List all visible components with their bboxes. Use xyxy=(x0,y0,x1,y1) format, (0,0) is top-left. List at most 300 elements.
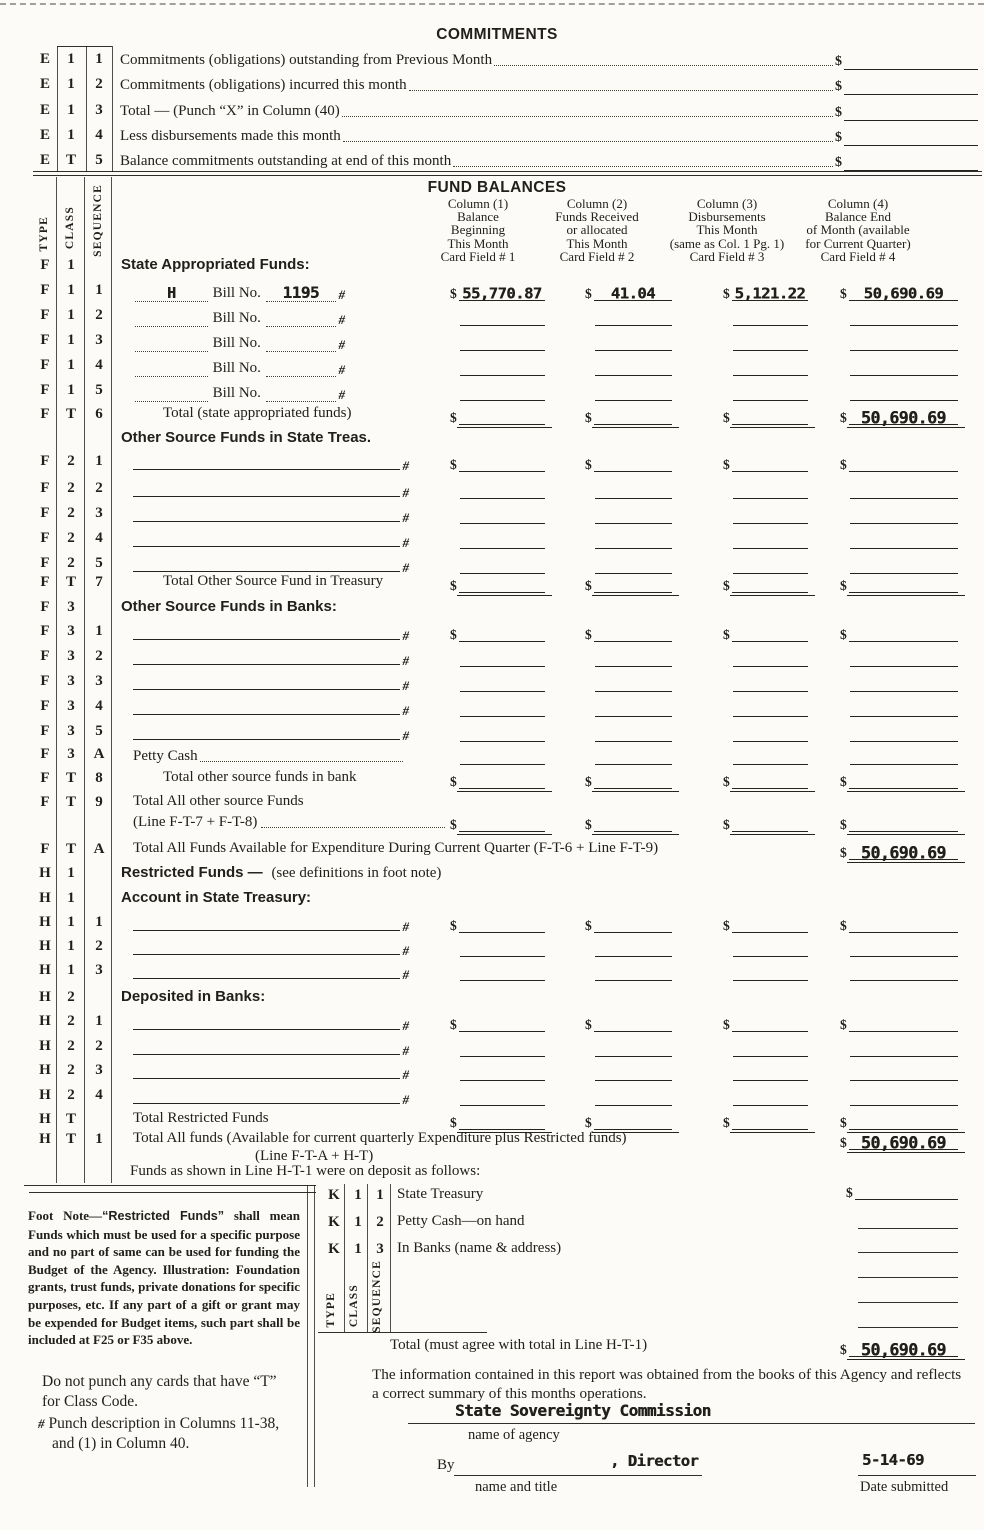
blank-amount-line xyxy=(460,498,545,499)
column-header xyxy=(783,197,933,263)
written-entry: H xyxy=(167,284,176,302)
type-code: E xyxy=(39,152,50,169)
class-code: T xyxy=(65,1131,76,1147)
money-cell xyxy=(585,716,672,717)
dollar-sign: $ xyxy=(723,918,730,933)
class-code: 2 xyxy=(67,530,75,546)
dollar-sign: $ xyxy=(723,774,730,789)
punch-mark: # xyxy=(338,287,345,302)
money-cell xyxy=(723,918,808,933)
sequence-code: 3 xyxy=(95,505,103,521)
money-cell xyxy=(723,400,808,401)
fill-line xyxy=(133,452,409,473)
money-cell xyxy=(840,1340,958,1360)
blank-amount-line xyxy=(733,764,808,765)
class-code: 1 xyxy=(67,382,75,398)
money-cell xyxy=(840,457,958,472)
fill-line xyxy=(133,529,409,550)
column-header-line: Column (4) xyxy=(827,196,889,211)
fund-row-heading xyxy=(0,988,984,1009)
sequence-code: 1 xyxy=(95,282,103,298)
amount-line xyxy=(594,628,672,642)
money-cell xyxy=(723,691,808,692)
type-code: H xyxy=(39,962,51,978)
money-cell xyxy=(585,918,672,933)
amount-line xyxy=(844,109,978,121)
type-code: H xyxy=(39,865,51,881)
amount-line xyxy=(849,775,958,789)
money-cell xyxy=(450,1105,545,1106)
leader-dots xyxy=(342,116,833,117)
name-and-title-label: name and title xyxy=(475,1479,558,1495)
amount-line xyxy=(849,458,958,472)
sequence-code: 2 xyxy=(95,938,103,954)
section-heading-label: Account in State Treasury: xyxy=(121,889,312,906)
deposit-label: State Treasury xyxy=(397,1186,484,1202)
bill-fund-line xyxy=(135,385,208,402)
type-code: H xyxy=(39,1087,51,1103)
money-cell xyxy=(450,375,545,376)
money-cell xyxy=(450,350,545,351)
amount-line xyxy=(844,58,978,70)
bill-number-line xyxy=(266,283,336,302)
bill-fund-line xyxy=(135,335,208,352)
class-code: 2 xyxy=(67,505,75,521)
type-code: F xyxy=(40,357,50,373)
money-cell xyxy=(723,350,808,351)
amount-value: 50,690.69 xyxy=(860,1133,946,1153)
class-code: 3 xyxy=(67,723,75,739)
amount-line xyxy=(849,284,958,303)
money-cell xyxy=(585,523,672,524)
amount-line xyxy=(732,919,808,933)
blank-description-line xyxy=(133,1078,400,1079)
fill-line xyxy=(133,479,409,500)
dollar-sign: $ xyxy=(723,1017,730,1032)
fund-row-heading xyxy=(0,256,984,277)
blank-amount-line xyxy=(460,1056,545,1057)
blank-amount-line xyxy=(850,400,958,401)
amount-line xyxy=(732,579,808,593)
dollar-sign: $ xyxy=(840,578,847,593)
total-label: Total Other Source Fund in Treasury xyxy=(163,573,384,589)
punch-mark: # xyxy=(338,387,345,402)
amount-value: 41.04 xyxy=(610,284,655,303)
column-header-line: Funds Received xyxy=(555,209,639,225)
commitment-row xyxy=(0,101,984,121)
class-code: 1 xyxy=(67,282,75,298)
money-cell xyxy=(840,956,958,957)
type-code: F xyxy=(40,480,50,496)
punch-mark: # xyxy=(402,728,409,743)
total-sublabel: (Line F-T-7 + F-T-8) xyxy=(133,814,258,830)
money-cell xyxy=(723,578,808,593)
blank-amount-line xyxy=(460,980,545,981)
dollar-sign: $ xyxy=(723,817,730,832)
deposit-total-label: Total (must agree with total in Line H-T-1) xyxy=(390,1337,648,1353)
blank-amount-line xyxy=(733,666,808,667)
type-code: F xyxy=(40,406,50,422)
punch-mark: # xyxy=(402,560,409,575)
fill-line xyxy=(133,937,409,958)
type-code: F xyxy=(40,794,50,810)
deposit-amount-line xyxy=(858,1277,958,1278)
blank-amount-line xyxy=(733,350,808,351)
commitment-label: Commitments (obligations) outstanding from Previous Month xyxy=(120,52,493,68)
section-divider xyxy=(33,175,982,176)
amount-line xyxy=(594,1116,672,1130)
money-cell xyxy=(585,1115,672,1130)
section-heading-label: Other Source Funds in Banks: xyxy=(121,598,337,615)
money-cell xyxy=(840,523,958,524)
money-cell xyxy=(723,523,808,524)
column-header xyxy=(657,197,797,263)
amount-line xyxy=(459,628,545,642)
class-code: 2 xyxy=(67,1038,75,1054)
amount-line xyxy=(849,1018,958,1032)
dollar-sign: $ xyxy=(846,1185,853,1200)
type-code: H xyxy=(39,938,51,954)
blank-amount-line xyxy=(733,325,808,326)
bill-fund-line xyxy=(135,285,208,302)
dollar-sign: $ xyxy=(585,1017,592,1032)
fund-row-blank xyxy=(0,937,984,958)
amount-line xyxy=(849,919,958,933)
blank-amount-line xyxy=(460,375,545,376)
amount-field xyxy=(835,54,978,70)
punch-mark: # xyxy=(402,919,409,934)
leader-dots xyxy=(200,761,403,762)
blank-amount-line xyxy=(595,980,672,981)
sequence-code: 7 xyxy=(95,574,103,590)
sequence-code: 4 xyxy=(95,530,103,546)
amount-line xyxy=(594,411,672,425)
blank-description-line xyxy=(133,496,400,497)
blank-description-line xyxy=(133,1103,400,1104)
type-code: F xyxy=(40,723,50,739)
money-cell xyxy=(585,375,672,376)
amount-line xyxy=(844,83,978,95)
fill-line xyxy=(133,1037,409,1058)
punch-mark: # xyxy=(402,1018,409,1033)
class-code: 1 xyxy=(354,1214,362,1230)
blank-amount-line xyxy=(595,691,672,692)
section-heading xyxy=(121,598,337,616)
type-code: F xyxy=(40,770,50,786)
amount-line xyxy=(732,1018,808,1032)
class-code: 1 xyxy=(354,1241,362,1257)
money-cell xyxy=(450,774,545,789)
leader-dots xyxy=(409,90,833,91)
punch-mark: # xyxy=(402,628,409,643)
dollar-sign: $ xyxy=(723,578,730,593)
fill-line xyxy=(133,722,409,743)
fund-row-blank xyxy=(0,722,984,743)
fill-line xyxy=(133,504,409,525)
dollar-sign: $ xyxy=(450,774,457,789)
amount-value: 55,770.87 xyxy=(462,284,542,303)
dollar-sign: $ xyxy=(585,410,592,425)
bill-number-line xyxy=(266,333,336,352)
column-header-line: Column (1) xyxy=(447,196,509,211)
sequence-code: 2 xyxy=(376,1214,384,1230)
money-cell xyxy=(723,325,808,326)
sequence-code: 2 xyxy=(95,480,103,496)
fund-row-blank xyxy=(0,1086,984,1107)
sequence-code: 4 xyxy=(95,1087,103,1103)
blank-amount-line xyxy=(850,548,958,549)
type-code: K xyxy=(328,1241,340,1257)
section-heading xyxy=(121,256,310,274)
blank-amount-line xyxy=(733,956,808,957)
blank-amount-line xyxy=(460,350,545,351)
sequence-code: 3 xyxy=(95,332,103,348)
side-label-sequence: SEQUENCE xyxy=(92,184,104,257)
column-header-line: Disbursements xyxy=(688,209,766,225)
fund-row-blank xyxy=(0,647,984,668)
class-code: 2 xyxy=(67,989,75,1005)
fund-balances-title: FUND BALANCES xyxy=(427,179,567,196)
class-code: 2 xyxy=(67,1013,75,1029)
type-code: E xyxy=(39,51,50,67)
sequence-code: 1 xyxy=(95,1131,103,1147)
class-code: 1 xyxy=(67,357,75,373)
deposit-amount-field xyxy=(846,1185,958,1200)
money-cell xyxy=(450,410,545,425)
blank-amount-line xyxy=(460,1105,545,1106)
class-code: 1 xyxy=(67,307,75,323)
money-cell xyxy=(840,980,958,981)
fund-row-heading xyxy=(0,429,984,450)
class-code: 1 xyxy=(67,101,75,118)
sequence-code: 5 xyxy=(95,382,103,398)
class-code: 3 xyxy=(67,746,75,762)
deposit-amount-line xyxy=(855,1199,958,1200)
sequence-code: 2 xyxy=(95,1038,103,1054)
amount-line xyxy=(849,579,958,593)
blank-description-line xyxy=(133,930,400,931)
sequence-code: 1 xyxy=(95,453,103,469)
sequence-code: 1 xyxy=(95,623,103,639)
sequence-code: 8 xyxy=(95,770,103,786)
amount-field xyxy=(835,79,978,95)
money-cell xyxy=(450,764,545,765)
punch-mark: # xyxy=(402,510,409,525)
class-code: 3 xyxy=(67,698,75,714)
sequence-code: 9 xyxy=(95,794,103,810)
type-code: F xyxy=(40,623,50,639)
deposit-amount-line xyxy=(858,1228,958,1229)
class-code: 1 xyxy=(67,890,75,906)
amount-line xyxy=(594,458,672,472)
amount-value: 50,690.69 xyxy=(860,408,946,428)
fill-line xyxy=(133,554,409,575)
money-cell xyxy=(450,523,545,524)
money-cell xyxy=(585,774,672,789)
blank-amount-line xyxy=(733,498,808,499)
type-code: H xyxy=(39,914,51,930)
type-code: F xyxy=(40,648,50,664)
bill-line xyxy=(135,306,345,327)
amount-line xyxy=(594,284,672,303)
amount-line xyxy=(459,818,545,832)
footnote-box-right xyxy=(307,1185,308,1487)
class-code: 2 xyxy=(67,480,75,496)
money-cell xyxy=(840,408,958,428)
fund-row-total xyxy=(0,573,984,594)
money-cell xyxy=(840,1080,958,1081)
blank-amount-line xyxy=(460,400,545,401)
blank-amount-line xyxy=(460,666,545,667)
class-code: 3 xyxy=(67,648,75,664)
amount-line xyxy=(732,1116,808,1130)
fill-line xyxy=(133,913,409,934)
amount-line xyxy=(849,818,958,832)
blank-amount-line xyxy=(460,548,545,549)
column-header xyxy=(537,197,657,263)
section-heading-label: Deposited in Banks: xyxy=(121,988,266,1005)
blank-amount-line xyxy=(850,523,958,524)
dollar-sign: $ xyxy=(840,627,847,642)
money-cell xyxy=(840,1133,958,1153)
footnote-prefix: Foot Note— xyxy=(28,1208,103,1223)
money-cell xyxy=(585,400,672,401)
money-cell xyxy=(450,325,545,326)
bill-no-label: Bill No. xyxy=(212,310,261,326)
total-label: Total All funds (Available for current quarterly Expenditure plus Restricted funds) xyxy=(133,1130,627,1146)
money-cell xyxy=(585,498,672,499)
sequence-code: 3 xyxy=(376,1241,384,1257)
money-cell xyxy=(840,1056,958,1057)
bill-number-line xyxy=(266,358,336,377)
deposit-intro: Funds as shown in Line H-T-1 were on deposit as follows: xyxy=(130,1163,481,1179)
blank-amount-line xyxy=(595,666,672,667)
fund-row-heading xyxy=(0,864,984,885)
column-header-line: This Month xyxy=(696,222,758,238)
perforation-edge xyxy=(0,3,984,5)
fill-line xyxy=(133,672,409,693)
money-cell xyxy=(585,741,672,742)
sequence-code: A xyxy=(93,746,105,762)
dollar-sign: $ xyxy=(840,774,847,789)
type-code: H xyxy=(39,1131,51,1147)
total-label: Total other source funds in bank xyxy=(163,769,357,785)
punch-mark: # xyxy=(402,458,409,473)
blank-description-line xyxy=(133,739,400,740)
money-cell xyxy=(585,666,672,667)
fund-row-blank xyxy=(0,1061,984,1082)
dollar-sign: $ xyxy=(840,918,847,933)
column-header-line: for Current Quarter) xyxy=(805,235,911,251)
money-cell xyxy=(840,741,958,742)
blank-amount-line xyxy=(850,956,958,957)
type-code: F xyxy=(40,599,50,615)
commitment-label: Less disbursements made this month xyxy=(120,127,341,144)
footnote-emphasis: “Restricted Funds” xyxy=(102,1209,225,1223)
money-cell xyxy=(723,666,808,667)
class-code: T xyxy=(65,841,76,857)
bill-no-label: Bill No. xyxy=(212,285,261,301)
section-heading xyxy=(121,429,371,447)
amount-line xyxy=(844,134,978,146)
amount-value: 50,690.69 xyxy=(860,843,946,863)
leader-dots xyxy=(494,65,833,66)
money-cell xyxy=(585,764,672,765)
type-code: F xyxy=(40,332,50,348)
bill-fund-line xyxy=(135,360,208,377)
amount-line xyxy=(849,628,958,642)
sequence-code: 4 xyxy=(95,126,103,143)
dollar-sign: $ xyxy=(450,1115,457,1130)
class-code: 1 xyxy=(67,257,75,273)
dollar-sign: $ xyxy=(450,817,457,832)
amount-line xyxy=(732,458,808,472)
sequence-code: 1 xyxy=(95,51,103,67)
dollar-sign: $ xyxy=(585,627,592,642)
blank-description-line xyxy=(133,689,400,690)
type-code: F xyxy=(40,574,50,590)
punch-mark: # xyxy=(38,1416,45,1431)
type-code: F xyxy=(40,555,50,571)
section-heading xyxy=(121,988,265,1006)
sequence-code: 4 xyxy=(95,357,103,373)
fund-row-total xyxy=(0,1110,984,1131)
bill-line xyxy=(135,356,345,377)
commitment-row xyxy=(0,126,984,146)
amount-line xyxy=(732,775,808,789)
class-code: 1 xyxy=(67,962,75,978)
fill-line xyxy=(133,961,409,982)
money-cell xyxy=(450,918,545,933)
money-cell xyxy=(723,764,808,765)
blank-amount-line xyxy=(460,764,545,765)
money-cell xyxy=(723,1056,808,1057)
bill-number-line xyxy=(266,308,336,327)
money-cell xyxy=(585,1056,672,1057)
money-cell xyxy=(450,1017,545,1032)
fund-row-bill xyxy=(0,331,984,352)
blank-amount-line xyxy=(460,741,545,742)
dollar-sign: $ xyxy=(840,1017,847,1032)
sequence-code: 1 xyxy=(376,1187,384,1203)
money-cell xyxy=(585,325,672,326)
dollar-sign: $ xyxy=(835,104,842,120)
amount-line xyxy=(594,775,672,789)
blank-amount-line xyxy=(733,1105,808,1106)
money-cell xyxy=(450,286,545,301)
fund-row-blank xyxy=(0,913,984,934)
money-cell xyxy=(840,325,958,326)
column-header xyxy=(418,197,538,263)
certification-statement-line1: The information contained in this report was obtained from the books of this Agency and reflects xyxy=(372,1366,962,1383)
punch-mark: # xyxy=(402,1043,409,1058)
fund-row-blank xyxy=(0,622,984,643)
petty-cash-line xyxy=(133,745,403,766)
certification-statement-line2: a correct summary of this months operations. xyxy=(372,1385,647,1402)
sequence-code: 5 xyxy=(95,152,103,169)
total-subline xyxy=(133,812,445,832)
dollar-sign: $ xyxy=(840,410,847,425)
column-header-line: (same as Col. 1 Pg. 1) xyxy=(669,235,785,251)
amount-line xyxy=(459,411,545,425)
dollar-sign: $ xyxy=(723,1115,730,1130)
money-cell xyxy=(840,918,958,933)
blank-amount-line xyxy=(460,523,545,524)
money-cell xyxy=(840,843,958,863)
section-heading-label: Restricted Funds — xyxy=(121,864,263,881)
amount-line xyxy=(732,628,808,642)
type-code: H xyxy=(39,1038,51,1054)
